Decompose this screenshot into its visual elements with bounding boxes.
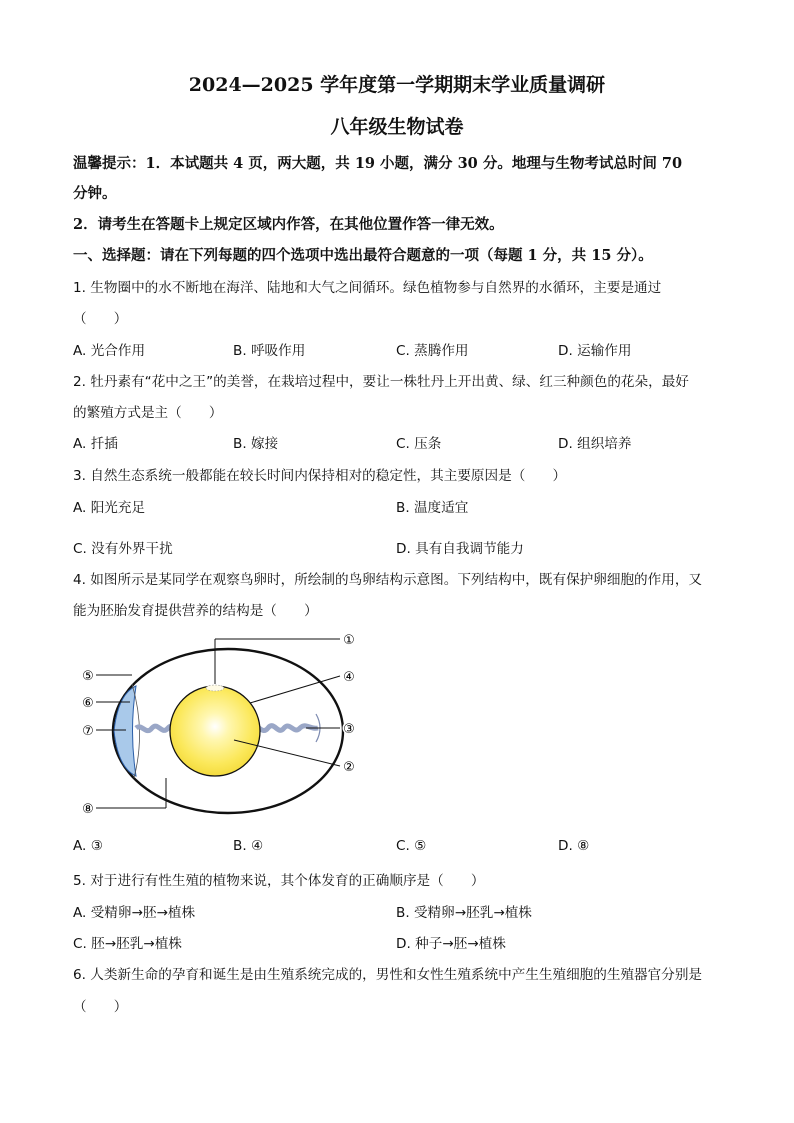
question-1-option-b: B. 呼吸作用	[233, 343, 306, 359]
question-5-option-a: A. 受精卵→胚→植株	[73, 905, 196, 921]
notice-line-3: 2．请考生在答题卡上规定区域内作答，在其他位置作答一律无效。	[73, 216, 504, 233]
exam-subtitle: 八年级生物试卷	[330, 116, 464, 138]
question-1-line-2: （ ）	[73, 311, 128, 327]
question-1-line-1: 1. 生物圈中的水不断地在海洋、陆地和大气之间循环。绿色植物参与自然界的水循环，主要是通过	[73, 280, 662, 296]
air-cell	[114, 686, 136, 776]
question-3-option-a: A. 阳光充足	[73, 500, 146, 516]
question-3-option-d: D. 具有自我调节能力	[396, 541, 524, 557]
label-3: ③	[343, 722, 355, 737]
question-1-option-c: C. 蒸腾作用	[396, 343, 469, 359]
exam-title: 2024—2025 学年度第一学期期末学业质量调研	[188, 74, 606, 96]
label-7: ⑦	[82, 724, 94, 739]
label-1: ①	[343, 633, 355, 648]
label-8: ⑧	[82, 802, 94, 817]
question-5-option-d: D. 种子→胚→植株	[396, 936, 506, 952]
question-2-line-1: 2. 牡丹素有“花中之王”的美誉，在栽培过程中，要让一株牡丹上开出黄、绿、红三种颜色的花朵，最好	[73, 374, 689, 390]
question-5-line-1: 5. 对于进行有性生殖的植物来说，其个体发育的正确顺序是（ ）	[73, 873, 485, 889]
question-5-option-b: B. 受精卵→胚乳→植株	[396, 905, 532, 921]
bird-egg-diagram	[74, 628, 374, 820]
label-5: ⑤	[82, 669, 94, 684]
label-4: ④	[343, 670, 355, 685]
question-3-option-b: B. 温度适宜	[396, 500, 469, 516]
question-4-line-1: 4. 如图所示是某同学在观察鸟卵时，所绘制的鸟卵结构示意图。下列结构中，既有保护卵细胞的作用，又	[73, 572, 703, 588]
question-2-option-d: D. 组织培养	[558, 436, 632, 452]
label-6: ⑥	[82, 696, 94, 711]
question-4-option-b: B. ④	[233, 838, 264, 854]
question-6-line-1: 6. 人类新生命的孕育和诞生是由生殖系统完成的，男性和女性生殖系统中产生生殖细胞的生殖器官分别是	[73, 967, 703, 983]
notice-line-2: 分钟。	[73, 185, 117, 202]
question-4-option-a: A. ③	[73, 838, 103, 854]
question-4-option-c: C. ⑤	[396, 838, 427, 854]
question-4-option-d: D. ⑧	[558, 838, 590, 854]
question-2-option-c: C. 压条	[396, 436, 442, 452]
question-2-line-2: 的繁殖方式是主（ ）	[73, 405, 223, 421]
question-5-option-c: C. 胚→胚乳→植株	[73, 936, 182, 952]
notice-line-1: 温馨提示：1．本试题共 4 页，两大题，共 19 小题，满分 30 分。地理与生物考试总时间 70	[73, 155, 683, 172]
question-1-option-a: A. 光合作用	[73, 343, 146, 359]
yolk	[170, 686, 260, 776]
question-3-option-c: C. 没有外界干扰	[73, 541, 173, 557]
question-2-option-b: B. 嫁接	[233, 436, 279, 452]
section-heading: 一、选择题：请在下列每题的四个选项中选出最符合题意的一项（每题 1 分，共 15 分）。	[73, 247, 653, 264]
question-4-line-2: 能为胚胎发育提供营养的结构是（ ）	[73, 603, 318, 619]
label-2: ②	[343, 760, 355, 775]
germinal-disc	[206, 685, 224, 691]
question-6-line-2: （ ）	[73, 999, 128, 1015]
question-2-option-a: A. 扦插	[73, 436, 118, 452]
question-1-option-d: D. 运输作用	[558, 343, 632, 359]
question-3-line-1: 3. 自然生态系统一般都能在较长时间内保持相对的稳定性，其主要原因是（ ）	[73, 468, 567, 484]
